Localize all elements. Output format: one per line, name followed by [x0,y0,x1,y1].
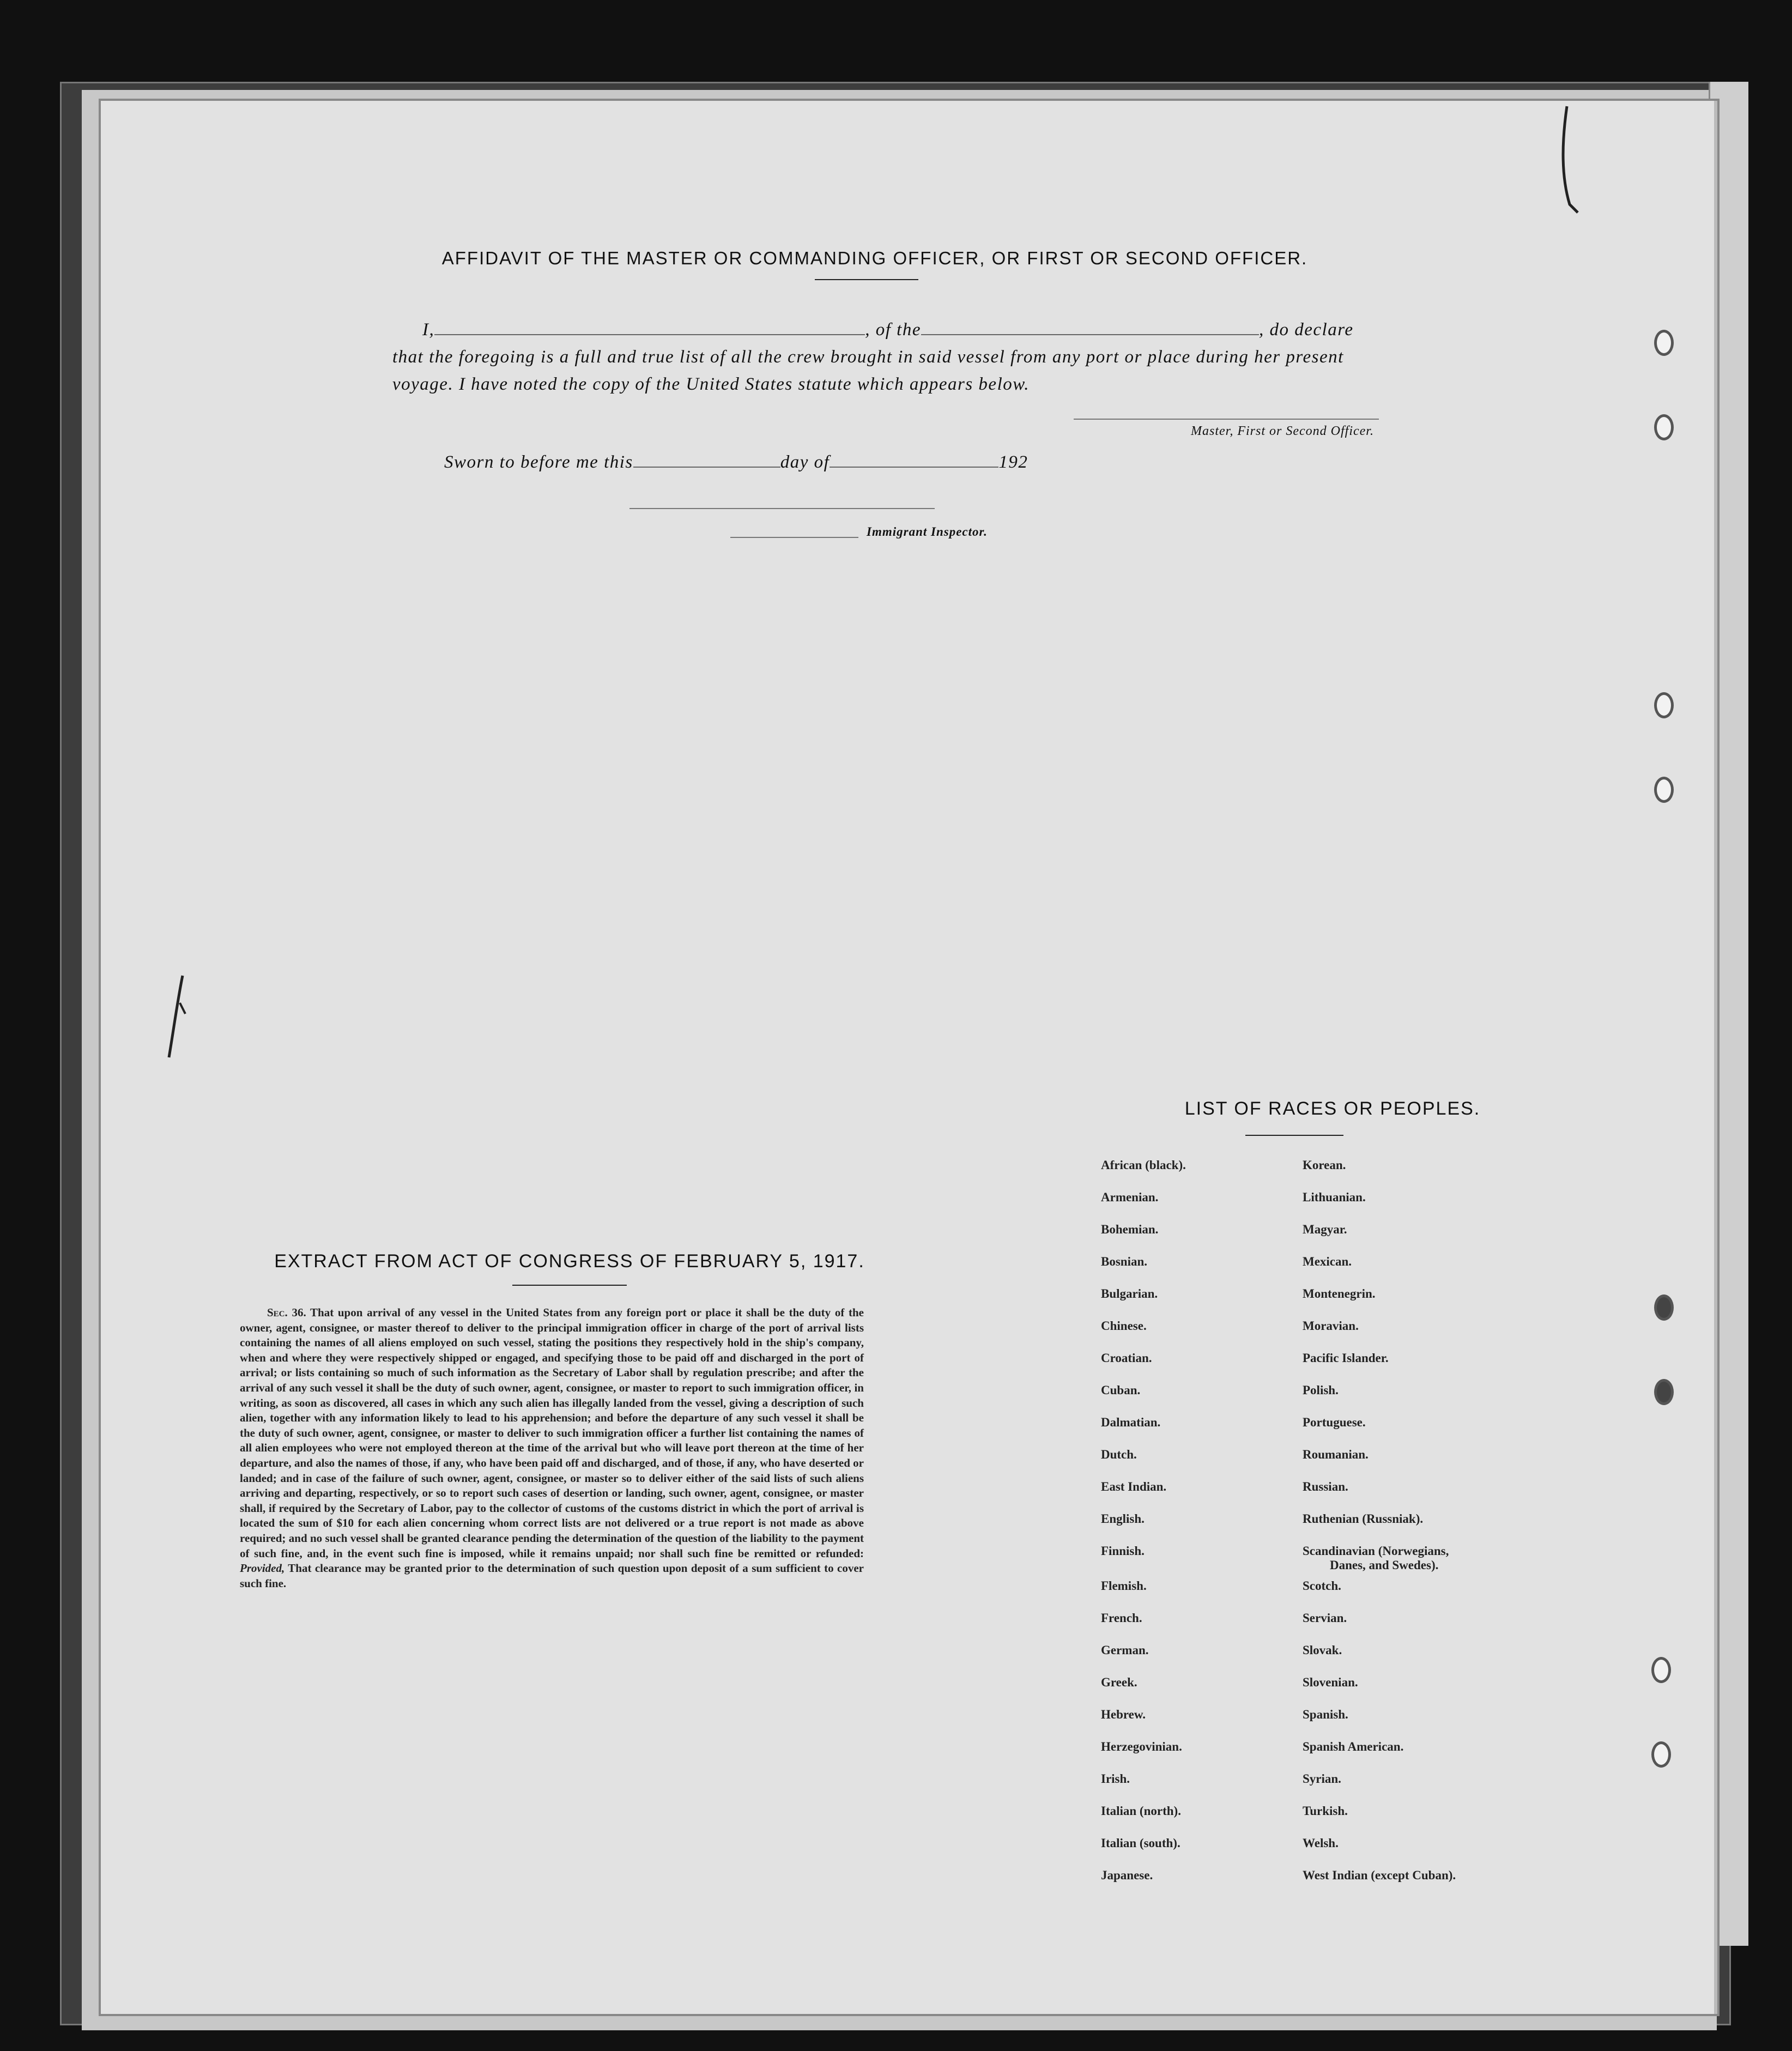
extract-underline [512,1285,627,1286]
race-item: Syrian. [1303,1772,1341,1786]
race-item: Bohemian. [1101,1223,1159,1236]
race-item: Armenian. [1101,1190,1159,1204]
document-page [101,101,1717,2014]
binder-hole-icon [1654,330,1674,356]
affidavit-line-1 [392,316,1526,343]
race-item: Italian (north). [1101,1804,1181,1818]
affidavit-body [392,316,1526,398]
race-item: Magyar. [1303,1223,1347,1236]
race-item: Irish. [1101,1772,1130,1786]
affidavit-line-2: that the foregoing is a full and true list of all the crew brought in said vessel from any port or place during her present [392,347,1344,367]
race-item: Roumanian. [1303,1448,1369,1461]
race-item: French. [1101,1611,1142,1625]
races-underline [1245,1135,1343,1136]
race-item: Turkish. [1303,1804,1348,1818]
race-item: Portuguese. [1303,1415,1366,1429]
races-left-column [1101,1158,1186,1901]
race-item: Japanese. [1101,1868,1153,1882]
race-item: Mexican. [1303,1255,1352,1268]
binder-hole-icon [1654,414,1674,440]
sworn-month-blank [830,467,998,468]
affidavit-of-the: , of the [865,320,921,340]
extract-text-main: That upon arrival of any vessel in the United States from any foreign port or place it shall be the duty of the owner, agent, consignee, or master thereof to deliver to the principal immigration officer in charge of the port of arrival lists containing the names of all aliens employed on such vessel, stating the positions they respectively hold in the ship's company, when and where they were respectively shipped or engaged, and specifying those to be paid off and discharged in the port of arrival; or lists containing so much of such information as the Secretary of Labor shall by regulation prescribe; and after the arrival of any such vessel it shall be the duty of such owner, agent, consignee, or master to report to such immigration officer, in writing, as soon as discovered, all cases in which any such alien has illegally landed from the vessel, giving a description of such alien, together with any information likely to lead to his apprehension; and before the departure of any such vessel it shall be the duty of such owner, agent, consignee, or master to deliver to such immigration officer a further list containing the names of all alien employees who were not employed thereon at the time of the arrival but who will leave port thereon at the time of her departure, and also the names of those, if any, who have been paid off and discharged, and of those, if any, who have deserted or landed; and in case of the failure of such owner, agent, consignee, or master so to deliver either of the said lists of such aliens arriving and departing, respectively, or so to report such cases of desertion or landing, such owner, agent, consignee, or master shall, if required by the Secretary of Labor, pay to the collector of customs of the customs district in which the port of arrival is located the sum of $10 for each alien concerning whom correct lists are not delivered or a true report is not made as above required; and no such vessel shall be granted clearance pending the determination of the question of the liability to the payment of such fine, and, in the event such fine is imposed, while it remains unpaid; nor shall such fine be remitted or refunded: [240,1306,864,1560]
binder-hole-icon [1654,1379,1674,1405]
section-label: Sec. 36. [267,1306,306,1319]
race-item: Greek. [1101,1675,1137,1689]
sworn-day-of: day of [780,452,830,472]
race-item: German. [1101,1643,1149,1657]
pencil-mark-icon [1545,101,1589,226]
race-item: Dalmatian. [1101,1415,1161,1429]
race-item: Spanish American. [1303,1740,1404,1753]
race-item: Ruthenian (Russniak). [1303,1512,1424,1526]
race-item: Flemish. [1101,1579,1147,1593]
races-title: LIST OF RACES OR PEOPLES. [1184,1098,1481,1119]
race-item: Slovenian. [1303,1675,1358,1689]
race-item: English. [1101,1512,1145,1526]
race-item: Montenegrin. [1303,1287,1376,1300]
race-item: Croatian. [1101,1351,1152,1365]
race-item: Moravian. [1303,1319,1359,1333]
race-item: Dutch. [1101,1448,1137,1461]
race-item: Bulgarian. [1101,1287,1158,1300]
race-item: Herzegovinian. [1101,1740,1182,1753]
sworn-year: 192 [998,452,1028,472]
race-item: Polish. [1303,1383,1339,1397]
race-item: West Indian (except Cuban). [1303,1868,1456,1882]
binder-hole-icon [1651,1657,1671,1683]
master-signature-caption: Master, First or Second Officer. [1191,424,1374,438]
inspector-caption: Immigrant Inspector. [867,525,988,539]
race-item: Scandinavian (Norwegians, [1303,1544,1449,1558]
race-item: Italian (south). [1101,1836,1180,1850]
affidavit-i: I, [422,320,435,340]
race-item: Russian. [1303,1480,1348,1493]
sworn-day-blank [633,467,780,468]
extract-text-end: That clearance may be granted prior to the determination of such question upon deposit of a sum sufficient to cover such fine. [240,1562,864,1590]
race-item: Chinese. [1101,1319,1147,1333]
binder-hole-icon [1654,1294,1674,1321]
binder-hole-icon [1654,692,1674,718]
race-item: Pacific Islander. [1303,1351,1389,1365]
extract-body [240,1305,864,1591]
title-underline [815,279,918,280]
extract-title: EXTRACT FROM ACT OF CONGRESS OF FEBRUARY 5, 1917. [274,1251,865,1272]
races-right-column [1303,1158,1456,1901]
race-item: Bosnian. [1101,1255,1148,1268]
ink-mark-icon [161,970,193,1063]
sworn-prefix: Sworn to before me this [444,452,633,472]
vessel-name-blank [921,334,1259,335]
race-item: Lithuanian. [1303,1190,1366,1204]
race-item: Korean. [1303,1158,1346,1172]
race-item: Welsh. [1303,1836,1339,1850]
race-item: Cuban. [1101,1383,1141,1397]
race-item: Danes, and Swedes). [1330,1558,1439,1572]
race-item: Spanish. [1303,1708,1348,1721]
inspector-short-line [730,537,858,538]
affidavit-title: AFFIDAVIT OF THE MASTER OR COMMANDING OFFICER, OR FIRST OR SECOND OFFICER. [441,248,1308,268]
race-item: Hebrew. [1101,1708,1146,1721]
binder-hole-icon [1651,1741,1671,1768]
master-name-blank [434,334,865,335]
inspector-signature-line [629,508,935,509]
provided-word: Provided, [240,1562,285,1575]
race-item: Servian. [1303,1611,1347,1625]
race-item: Scotch. [1303,1579,1341,1593]
race-item: Slovak. [1303,1643,1342,1657]
affidavit-declare: , do declare [1258,320,1354,340]
sworn-line [444,452,1028,473]
race-item: African (black). [1101,1158,1186,1172]
race-item: Finnish. [1101,1544,1145,1558]
binder-hole-icon [1654,777,1674,803]
master-signature-line [1074,419,1379,420]
affidavit-line-3: voyage. I have noted the copy of the United States statute which appears below. [392,374,1030,394]
race-item: East Indian. [1101,1480,1167,1493]
